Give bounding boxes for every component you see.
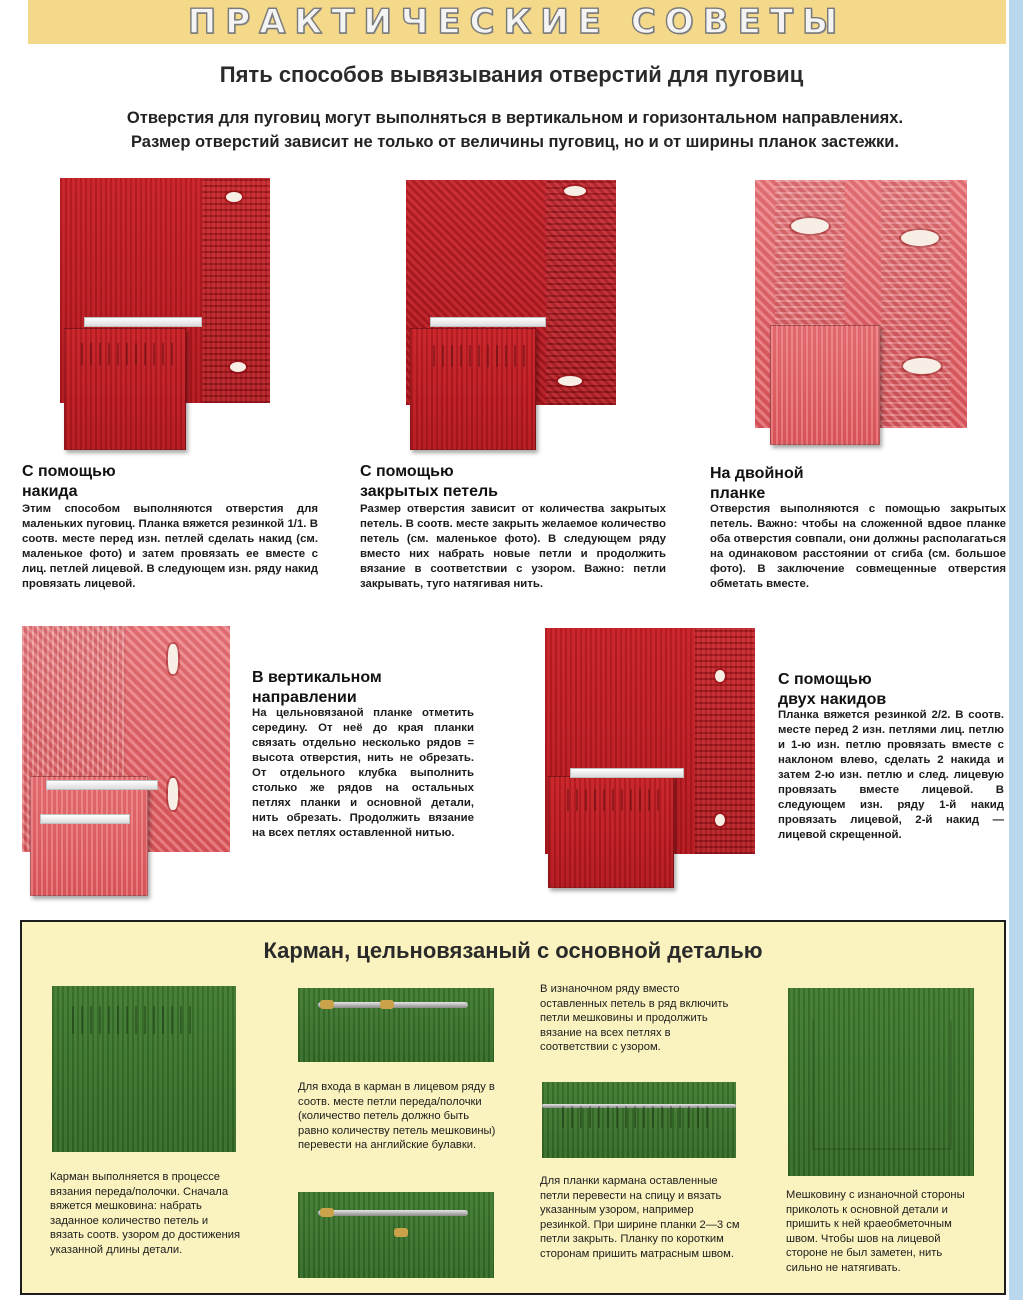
stitch-loops	[72, 1006, 192, 1034]
ribbing-band	[546, 180, 616, 405]
swatch-small-photo	[548, 776, 674, 888]
side-stripe	[1009, 0, 1023, 1300]
photo-pocket-lining	[52, 986, 236, 1152]
stitch-loops	[567, 789, 663, 811]
pocket-step-5: Мешковину с изнаночной стороны приколоть к основной детали и пришить к ней краеобметочным швом. Чтобы шов на лицевой стороне не был заметен, нить сильно не натягивать.	[786, 1189, 965, 1274]
pocket-step-2: Для входа в карман в лицевом ряду в соотв. месте петли переда/полочки (количество петель должно быть равно количеству петель мешковины) перевести на английские булавки.	[298, 1081, 496, 1151]
photo-pins-top	[298, 988, 494, 1062]
method-title	[360, 462, 498, 502]
method-text: Планка вяжется резинкой 2/2. В соотв. месте перед 2 изн. петлями лиц. петлю и 1-ю изн. петлю провязать вместе с наклоном влево, сделать 2 накида и затем 2-ю изн. петлю и след. лицевую провязать вместе лицевой. В следующем изн. ряду 1-й накид провязать лицевой, 2-й накид — лицевой скрещенной.	[778, 709, 1004, 841]
swatch-small-photo	[410, 328, 536, 450]
pin-head	[320, 1000, 334, 1009]
needle	[46, 780, 158, 790]
stitch-loops	[81, 343, 177, 365]
photo-needle-pickup	[542, 1082, 736, 1158]
buttonhole	[901, 230, 939, 246]
method-text: На цельновязаной планке отметить середину. От неё до края планки связать отдельно несколько рядов = высота отверстия, нить не обрезать. От отдельного клубка выполнить столько же рядов на остальных петлях планки и основной детали, нить обрезать. Продолжить вязание на всех петлях оставленной нитью.	[252, 707, 474, 839]
pin-head	[394, 1228, 408, 1237]
buttonhole	[168, 644, 178, 674]
stitch-loops	[562, 1106, 712, 1128]
method-text: Отверстия выполняются с помощью закрытых петель. Важно: чтобы на сложенной вдвое планке оба отверстия совпали, они должны располагаться на одинаковом расстоянии от сгиба (см. большое фото). В заключение совмещенные отверстия обметать вместе.	[710, 503, 1006, 590]
method-text: Этим способом выполняются отверстия для маленьких пуговиц. Планка вяжется резинкой 1/1. В соотв. месте перед изн. петлей сделать накид (см. маленькое фото) и затем провязать ее вместе с лиц. петлей лицевой. В следующем изн. ряду накид провязать лицевой.	[22, 503, 318, 590]
ribbing-band	[695, 628, 755, 854]
method-title-line: На двойной	[710, 465, 804, 482]
needle	[570, 768, 684, 778]
method-text: Размер отверстия зависит от количества закрытых петель. В соотв. месте закрыть желаемое количество петель (см. маленькое фото). В следующем ряду вместо них набрать новые петли и продолжить вязание в соответствии с узором. Важно: петли закрывать, туго натягивая нить.	[360, 503, 666, 590]
pocket-title: Карман, цельновязаный с основной деталью	[263, 938, 763, 963]
method-title	[252, 668, 382, 708]
buttonhole	[903, 358, 941, 374]
buttonhole	[715, 814, 725, 826]
buttonhole	[168, 778, 178, 810]
stitch-loops	[433, 345, 525, 367]
photo-finished-pocket	[788, 988, 974, 1176]
swatch-small-photo	[64, 328, 186, 450]
pocket-step-3: В изнаночном ряду вместо оставленных петель в ряд включить петли мешковины и продолжить вязание на всех петлях в соответствии с узором.	[540, 983, 729, 1053]
buttonhole	[715, 670, 725, 682]
needle	[84, 317, 202, 327]
swatch-small-photo	[30, 776, 148, 896]
pocket-outline	[812, 1020, 952, 1150]
intro-line-1: Отверстия для пуговиц могут выполняться в вертикальном и горизонтальном направлениях.	[126, 109, 904, 127]
method-title	[710, 464, 804, 504]
method-title	[22, 462, 116, 502]
method-title-line: накида	[22, 483, 78, 500]
method-title-line: С помощью	[778, 671, 872, 688]
method-title-line: закрытых петель	[360, 483, 499, 500]
method-title	[778, 670, 886, 710]
method-title-line: двух накидов	[778, 691, 887, 708]
ribbing-band	[881, 180, 951, 428]
section-banner	[28, 0, 1006, 44]
buttonhole	[558, 376, 582, 386]
needle	[430, 317, 546, 327]
banner-title: ПРАКТИЧЕСКИЕ СОВЕТЫ	[187, 2, 847, 42]
pocket-section	[20, 920, 1006, 1295]
photo-pins-bottom	[298, 1192, 494, 1278]
buttonhole	[791, 218, 829, 234]
intro-text	[40, 106, 990, 154]
method-title-line: планке	[710, 485, 766, 502]
pin-head	[320, 1208, 334, 1217]
method-title-line: В вертикальном	[252, 669, 382, 686]
buttonhole	[226, 192, 242, 202]
pin	[318, 1210, 468, 1216]
pin-head	[380, 1000, 394, 1009]
swatch-small-photo	[770, 325, 880, 445]
buttonhole	[564, 186, 586, 196]
method-title-line: направлении	[252, 689, 357, 706]
intro-line-2: Размер отверстий зависит не только от величины пуговиц, но и от ширины планок застежки.	[131, 133, 899, 151]
buttonhole	[230, 362, 246, 372]
pocket-step-4: Для планки кармана оставленные петли перевести на спицу и вязать указанным узором, например резинкой. При ширине планки 2—3 см петли закрыть. Планку по коротким сторонам пришить матрасным швом.	[540, 1175, 740, 1260]
method-title-line: С помощью	[360, 463, 454, 480]
method-title-line: С помощью	[22, 463, 116, 480]
needle	[40, 814, 130, 824]
pocket-step-1: Карман выполняется в процессе вязания переда/полочки. Сначала вяжется мешковина: набрать заданное количество петель и вязать соотв. узором до достижения указанной длины детали.	[50, 1171, 241, 1256]
page-title: Пять способов вывязывания отверстий для пуговиц	[219, 62, 804, 87]
